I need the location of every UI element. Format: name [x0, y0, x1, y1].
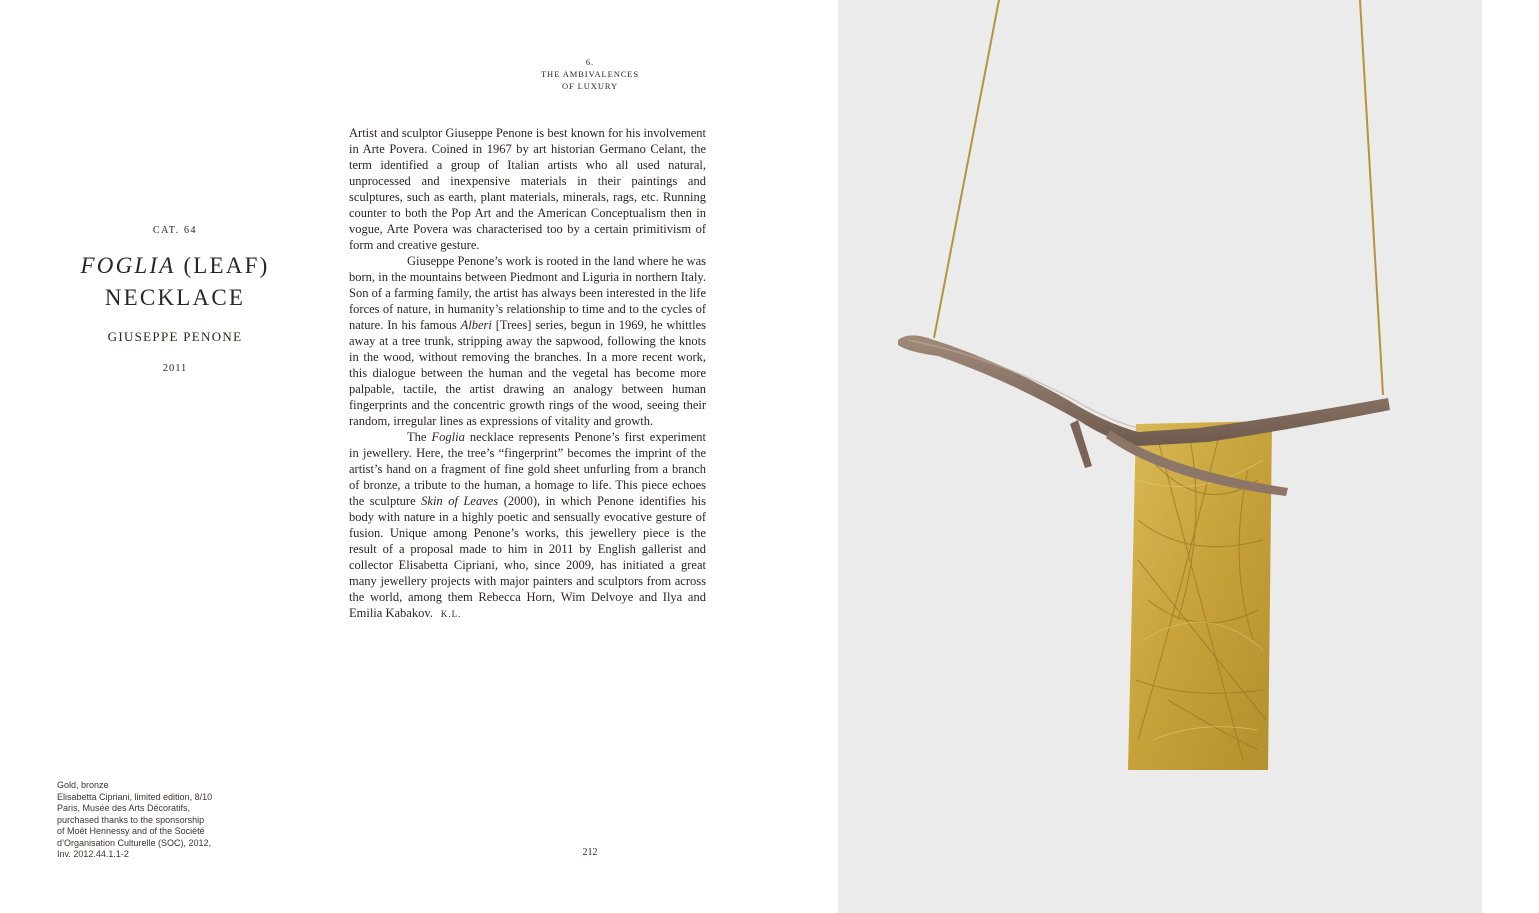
title-rest: (LEAF)	[175, 253, 270, 278]
body-text	[349, 125, 706, 622]
p3-text-a: The	[407, 430, 432, 444]
catalogue-number: CAT. 64	[152, 225, 198, 236]
paragraph-2	[349, 253, 706, 429]
p2-text-a: Giuseppe Penone’s work is rooted in the land where he was born, in the mountains between Piedmont and Liguria in northern Italy. Son of a farming family, the artist has always been interested in the life forces of nature, in humanity’s relationship to time and to the cycles of nature. In his famous	[349, 254, 706, 332]
credit-line-item: of Moët Hennessy and of the Société	[57, 826, 205, 836]
p3-text-b: necklace represents Penone’s first experiment in jewellery. Here, the tree’s “fingerprint” becomes the imprint of the artist’s hand on a fragment of fine gold sheet unfurling from a branch of bronze, a tribute to the human, a homage to life. This piece echoes the sculpture	[349, 430, 706, 508]
credit-line	[57, 780, 247, 861]
chapter-number: 6.	[585, 57, 595, 67]
entry-title	[40, 250, 310, 314]
chapter-title-line-1: THE AMBIVALENCES	[540, 69, 640, 79]
p2-italic: Alberi	[460, 318, 492, 332]
credit-line-item: Paris, Musée des Arts Décoratifs,	[57, 803, 191, 813]
right-page-photo	[838, 0, 1482, 913]
p3-italic-2: Skin of Leaves	[421, 494, 499, 508]
p2-text-b: [Trees] series, begun in 1969, he whittles away at a tree trunk, stripping away the sapwood, following the knots in the wood, without removing the branches. In a more recent work, this dialogue between the human and the vegetal has become more palpable, tactile, the artist drawing an analogy between human fingerprints and the concentric growth rings of the wood, seeing their random, irregular lines as expressions of vitality and growth.	[349, 318, 706, 428]
title-line-2: NECKLACE	[104, 285, 246, 310]
p3-italic-1: Foglia	[431, 430, 465, 444]
necklace-photo	[838, 0, 1482, 913]
credit-line-item: Gold, bronze	[57, 780, 109, 790]
credit-line-item: Inv. 2012.44.1.1-2	[57, 849, 129, 859]
paragraph-3	[349, 429, 706, 622]
chain-right	[1360, 0, 1383, 395]
credit-line-item: d’Organisation Culturelle (SOC), 2012,	[57, 837, 212, 848]
running-head	[520, 56, 660, 92]
branch-twig-down	[1070, 420, 1092, 468]
p3-text-c: (2000), in which Penone identifies his body with nature in a highly poetic and sensually evocative gesture of fusion. Unique among Penone’s works, this jewellery piece is the result of a proposal made to him in 2011 by English gallerist and collector Elisabetta Cipriani, who, since 2009, has initiated a great many jewellery projects with major painters and sculptors from across the world, among them Rebecca Horn, Wim Delvoye and Ilya and Emilia Kabakov.	[349, 494, 706, 620]
artist-name: GIUSEPPE PENONE	[107, 329, 243, 344]
chain-left	[934, 0, 999, 338]
chapter-title-line-2: OF LUXURY	[561, 81, 619, 91]
outer-margin	[1482, 0, 1539, 913]
year: 2011	[162, 363, 188, 374]
credit-line-item: purchased thanks to the sponsorship	[57, 814, 205, 825]
page-number: 212	[582, 847, 598, 858]
title-italic: FOGLIA	[80, 253, 176, 278]
author-initials: K.L.	[440, 609, 462, 619]
credit-line-item: Elisabetta Cipriani, limited edition, 8/10	[57, 791, 213, 802]
paragraph-1: Artist and sculptor Giuseppe Penone is best known for his involvement in Arte Povera. Coined in 1967 by art historian Germano Celant, the term identified a group of Italian artists who all used natural, unprocessed and inexpensive materials in their paintings and sculptures, such as earth, plant materials, minerals, rags, etc. Running counter to both the Pop Art and the American Conceptualism then in vogue, Arte Povera was characterised too by a certain primitivism of form and creative gesture.	[349, 126, 706, 252]
